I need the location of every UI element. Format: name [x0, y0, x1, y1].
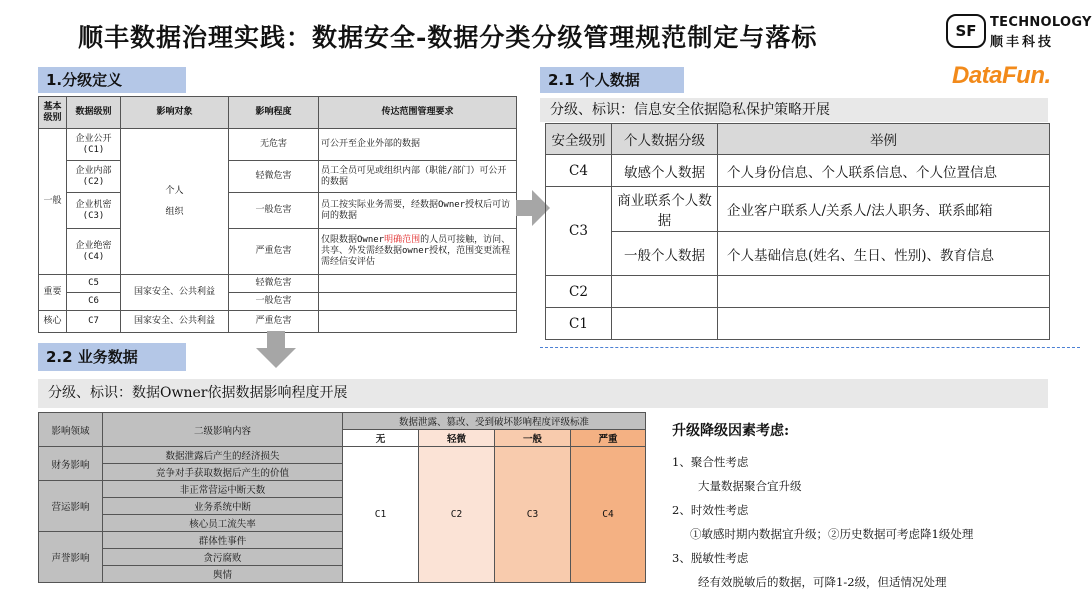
level-cell: C1 — [546, 308, 612, 340]
group-core: 核心 — [39, 311, 67, 333]
category-cell: 敏感个人数据 — [612, 155, 718, 187]
table-row — [546, 232, 1050, 276]
level-slight: 轻微 — [419, 430, 495, 447]
logo-tech-text: TECHNOLOGY — [990, 15, 1092, 30]
requirement-cell: 员工全员可见或组织内部（职能/部门）可公开的数据 — [319, 161, 517, 193]
table-row — [546, 308, 1050, 340]
personal-data-table — [545, 123, 1050, 340]
col-sub-impact: 二级影响内容 — [103, 413, 343, 447]
sub-impact-cell: 核心员工流失率 — [103, 515, 343, 532]
col-example: 举例 — [718, 124, 1050, 155]
table-header-row — [546, 124, 1050, 155]
level-cell: C4 — [546, 155, 612, 187]
sub-impact-cell: 贪污腐败 — [103, 549, 343, 566]
data-level-cell: C6 — [67, 293, 121, 311]
table-row — [39, 447, 646, 464]
impact-degree-cell: 一般危害 — [229, 293, 319, 311]
table-header-row — [39, 413, 646, 430]
section21-header: 2.1 个人数据 — [540, 67, 684, 93]
factor-heading: 3、脱敏性考虑 — [672, 551, 749, 565]
logo-cn-text: 顺丰科技 — [990, 35, 1055, 50]
requirement-cell — [319, 311, 517, 333]
grade-cell: C1 — [343, 447, 419, 583]
section22-subtitle: 分级、标识：数据Owner依据数据影响程度开展 — [38, 379, 1048, 408]
sf-logo-icon: SF — [946, 14, 986, 48]
datafun-logo: DataFun. — [952, 62, 1051, 89]
table-row — [546, 187, 1050, 232]
upgrade-downgrade-factors — [672, 420, 1072, 594]
page-title: 顺丰数据治理实践：数据安全-数据分类分级管理规范制定与落标 — [78, 23, 818, 52]
sf-technology-logo — [946, 14, 1092, 50]
data-level-cell: C5 — [67, 275, 121, 293]
col-domain: 影响领域 — [39, 413, 103, 447]
table-row — [39, 161, 517, 193]
col-impact-object: 影响对象 — [121, 97, 229, 129]
sub-impact-cell: 群体性事件 — [103, 532, 343, 549]
example-cell — [718, 308, 1050, 340]
table-row — [39, 193, 517, 229]
table-row — [39, 311, 517, 333]
object-personal: 个人 — [165, 185, 184, 196]
level-severe: 严重 — [571, 430, 646, 447]
data-level-cell: 企业机密(C3) — [67, 193, 121, 229]
section21-subtitle: 分级、标识：信息安全依据隐私保护策略开展 — [540, 98, 1048, 122]
table-row — [546, 155, 1050, 187]
col-requirement: 传达范围管理要求 — [319, 97, 517, 129]
requirement-cell — [319, 293, 517, 311]
level-general: 一般 — [495, 430, 571, 447]
data-level-cell: 企业内部(C2) — [67, 161, 121, 193]
impact-degree-cell: 严重危害 — [229, 311, 319, 333]
col-standard: 数据泄露、篡改、受到破坏影响程度评级标准 — [343, 413, 646, 430]
example-cell — [718, 276, 1050, 308]
data-level-cell: 企业绝密(C4) — [67, 229, 121, 275]
requirement-cell: 员工按实际业务需要，经数据Owner授权后可访问的数据 — [319, 193, 517, 229]
factor-heading: 2、时效性考虑 — [672, 503, 749, 517]
impact-object-cell — [121, 129, 229, 275]
grade-definition-table — [38, 96, 517, 333]
col-security-level: 安全级别 — [546, 124, 612, 155]
example-cell: 个人身份信息、个人联系信息、个人位置信息 — [718, 155, 1050, 187]
table-header-row — [39, 97, 517, 129]
sub-impact-cell: 数据泄露后产生的经济损失 — [103, 447, 343, 464]
object-org: 组织 — [165, 206, 184, 217]
grade-cell: C3 — [495, 447, 571, 583]
col-impact-degree: 影响程度 — [229, 97, 319, 129]
level-cell: C3 — [546, 187, 612, 276]
impact-object-cell: 国家安全、公共利益 — [121, 275, 229, 311]
group-general: 一般 — [39, 129, 67, 275]
category-cell — [612, 308, 718, 340]
category-cell: 一般个人数据 — [612, 232, 718, 276]
requirement-cell — [319, 275, 517, 293]
grade-cell: C2 — [419, 447, 495, 583]
group-important: 重要 — [39, 275, 67, 311]
data-level-cell: C7 — [67, 311, 121, 333]
table-row — [39, 293, 517, 311]
col-personal-grade: 个人数据分级 — [612, 124, 718, 155]
sub-impact-cell: 竞争对手获取数据后产生的价值 — [103, 464, 343, 481]
grade-cell: C4 — [571, 447, 646, 583]
sub-impact-cell: 非正常营运中断天数 — [103, 481, 343, 498]
impact-degree-cell: 轻微危害 — [229, 161, 319, 193]
impact-degree-cell: 严重危害 — [229, 229, 319, 275]
factor-detail: ①敏感时期内数据宜升级；②历史数据可考虑降1级处理 — [690, 527, 974, 541]
arrow-down-icon — [256, 331, 296, 368]
domain-cell: 财务影响 — [39, 447, 103, 481]
factor-detail: 经有效脱敏后的数据，可降1-2级，但适情况处理 — [698, 575, 947, 589]
example-cell: 企业客户联系人/关系人/法人职务、联系邮箱 — [718, 187, 1050, 232]
domain-cell: 声誉影响 — [39, 532, 103, 583]
factors-title: 升级降级因素考虑: — [672, 423, 790, 439]
impact-degree-cell: 轻微危害 — [229, 275, 319, 293]
table-row — [39, 229, 517, 275]
req-text-b: 的人员可接触，访问、共享、外发需经数据owner授权，范围变更流程需经信安评估 — [321, 235, 511, 267]
req-text-a: 仅限数据Owner — [321, 235, 385, 245]
sub-impact-cell: 业务系统中断 — [103, 498, 343, 515]
section22-header: 2.2 业务数据 — [38, 343, 186, 371]
data-level-cell: 企业公开(C1) — [67, 129, 121, 161]
requirement-cell: 可公开至企业外部的数据 — [319, 129, 517, 161]
sub-impact-cell: 舆情 — [103, 566, 343, 583]
requirement-cell — [319, 229, 517, 275]
req-text-highlight: 明确范围 — [384, 235, 421, 245]
category-cell: 商业联系个人数据 — [612, 187, 718, 232]
factor-heading: 1、聚合性考虑 — [672, 455, 749, 469]
section1-header: 1.分级定义 — [38, 67, 186, 93]
example-cell: 个人基础信息(姓名、生日、性别)、教育信息 — [718, 232, 1050, 276]
table-row — [39, 129, 517, 161]
domain-cell: 营运影响 — [39, 481, 103, 532]
factor-detail: 大量数据聚合宜升级 — [698, 479, 802, 493]
category-cell — [612, 276, 718, 308]
impact-degree-cell: 一般危害 — [229, 193, 319, 229]
business-data-table — [38, 412, 646, 583]
level-cell: C2 — [546, 276, 612, 308]
level-none: 无 — [343, 430, 419, 447]
col-basic-level: 基本级别 — [39, 97, 67, 129]
impact-object-cell: 国家安全、公共利益 — [121, 311, 229, 333]
col-data-level: 数据级别 — [67, 97, 121, 129]
impact-degree-cell: 无危害 — [229, 129, 319, 161]
table-row — [39, 275, 517, 293]
section-divider — [540, 347, 1080, 348]
table-row — [546, 276, 1050, 308]
